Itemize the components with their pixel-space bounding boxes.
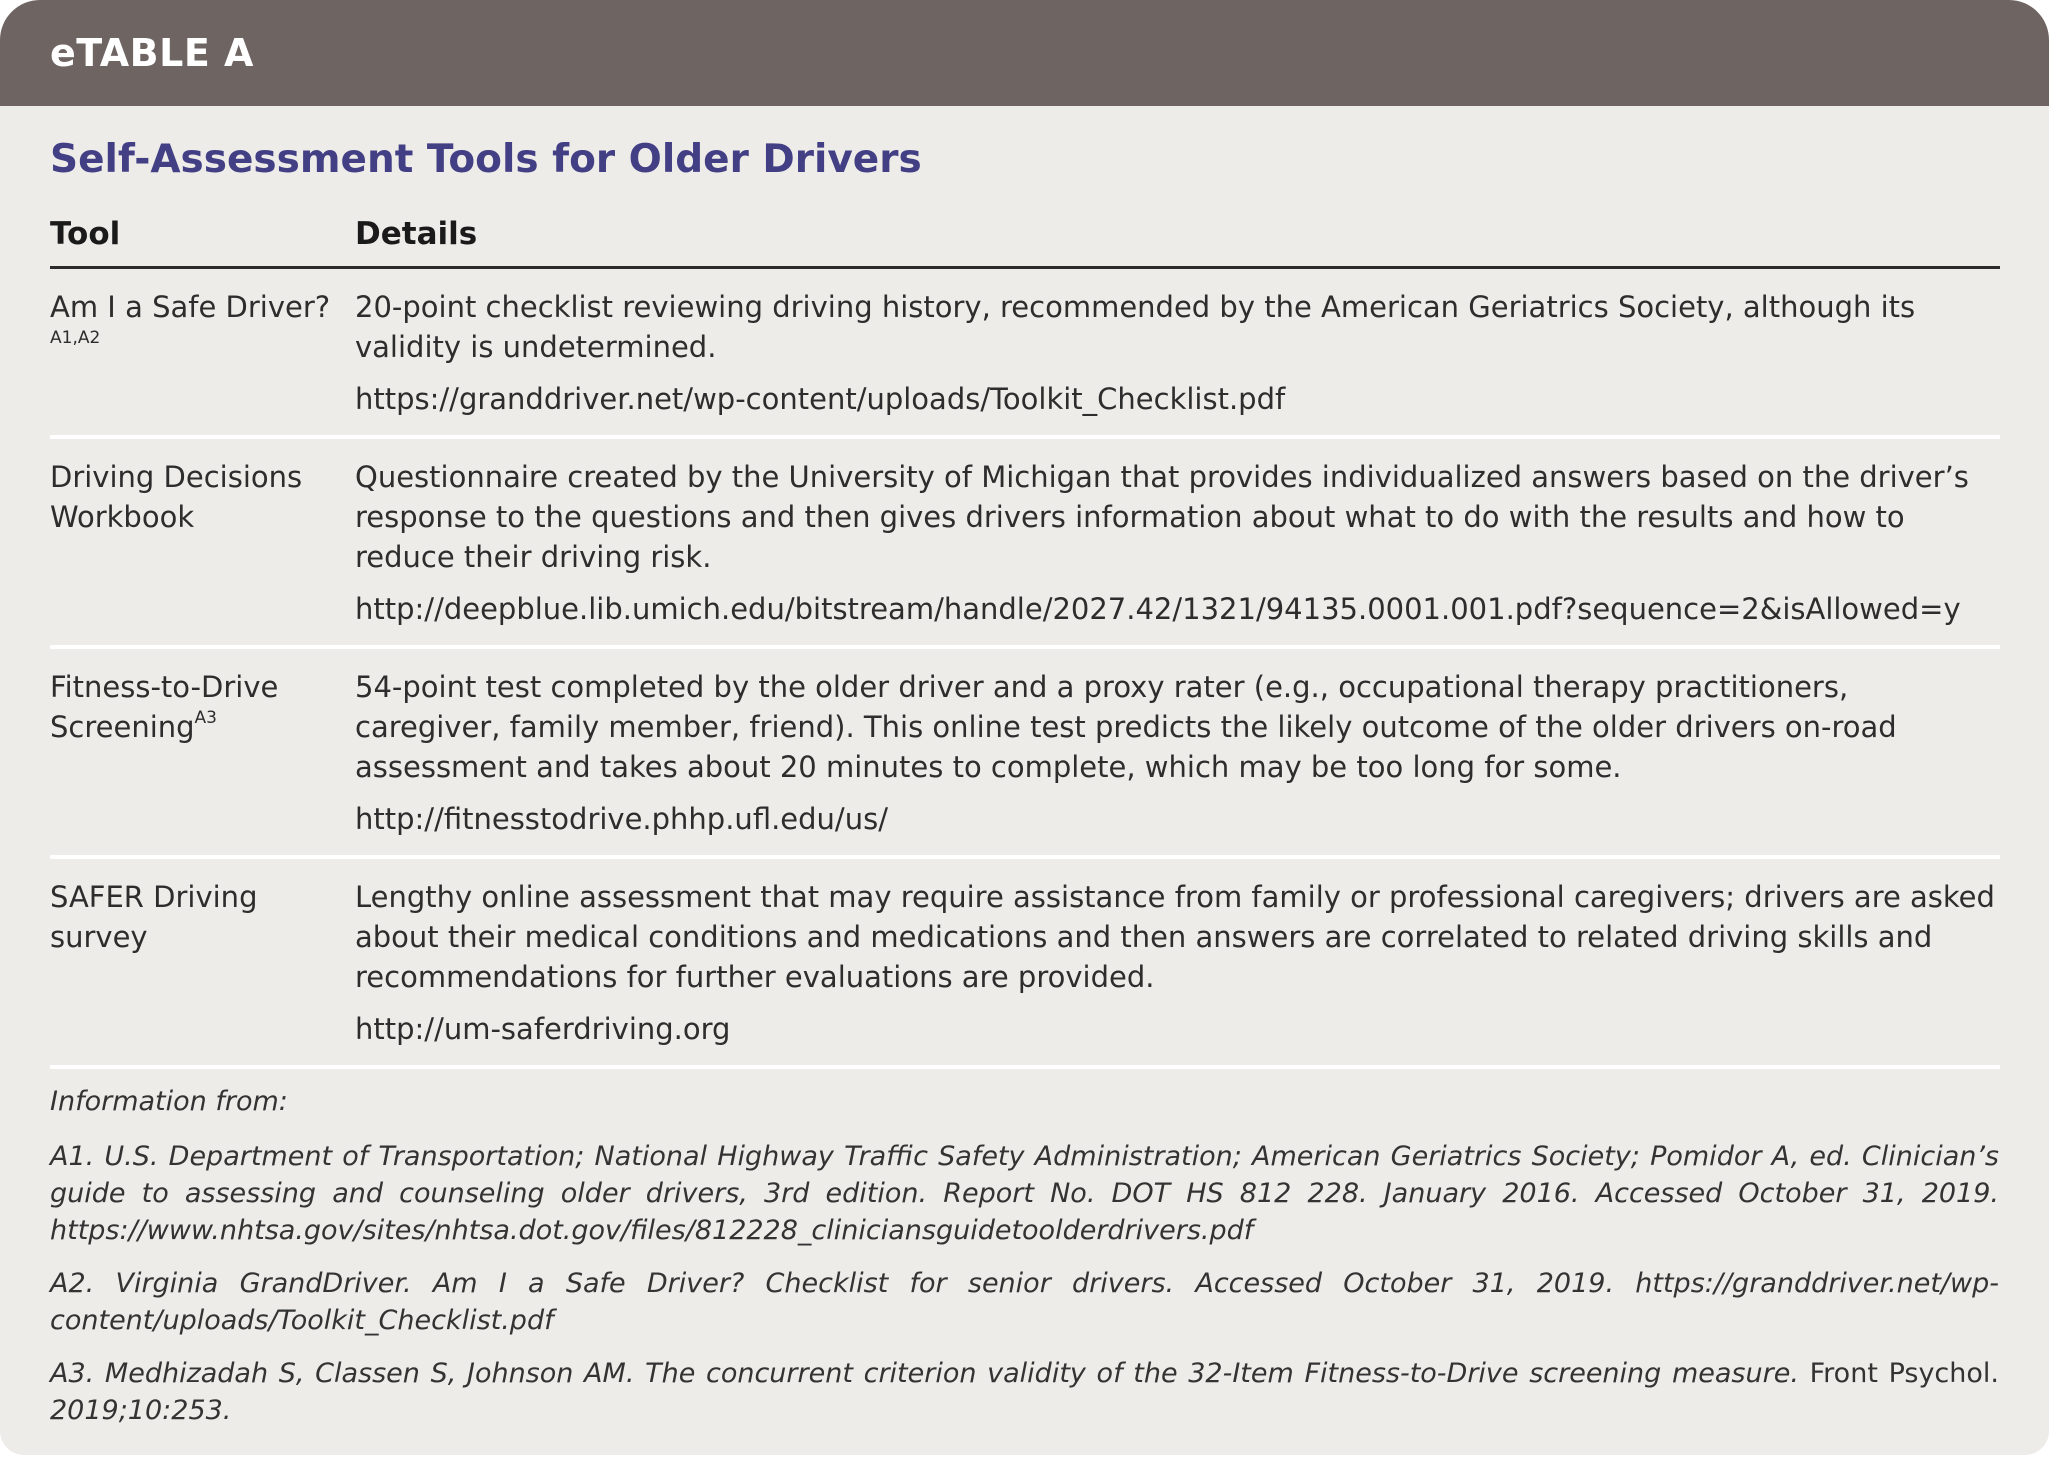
table-row bbox=[50, 647, 2000, 857]
reference-a2: A2. Virginia GrandDriver. Am I a Safe Driver? Checklist for senior drivers. Accessed October 31, 2019. https://granddriver.net/wp-content/uploads/Toolkit_Checklist.pdf bbox=[50, 1268, 1999, 1336]
tool-description: 54-point test completed by the older driver and a proxy rater (e.g., occupational therapy practitioners, caregiver, family member, friend). This online test predicts the likely outcome of the older drivers on-road assessment and takes about 20 minutes to complete, which may be too long for some. bbox=[355, 670, 1897, 784]
etable-label: eTABLE A bbox=[50, 31, 254, 75]
tool-url[interactable]: https://granddriver.net/wp-content/uploads/Toolkit_Checklist.pdf bbox=[355, 382, 1286, 416]
column-header-tool: Tool bbox=[50, 214, 355, 268]
tool-cell bbox=[50, 268, 355, 438]
tool-description: Lengthy online assessment that may require assistance from family or professional caregivers; drivers are asked about their medical conditions and medications and then answers are correlated to related driving skills and recommendations for further evaluations are provided. bbox=[355, 880, 1995, 994]
details-cell bbox=[355, 437, 2000, 647]
tool-name: Am I a Safe Driver? bbox=[50, 290, 331, 324]
tool-description: Questionnaire created by the University of Michigan that provides individualized answers based on the driver’s response to the questions and then gives drivers information about what to do with the results and how to reduce their driving risk. bbox=[355, 460, 1969, 574]
tool-name: Fitness-to-Drive Screening bbox=[50, 670, 279, 744]
tool-name: SAFER Driving survey bbox=[50, 880, 258, 954]
tool-cell bbox=[50, 437, 355, 647]
tool-cell bbox=[50, 857, 355, 1067]
tool-reference: A3 bbox=[194, 708, 217, 728]
reference-a3-main: A3. Medhizadah S, Classen S, Johnson AM. The concurrent criterion validity of the 32-Item Fitness-to-Drive screening measure. bbox=[50, 1358, 1799, 1389]
reference-a1: A1. U.S. Department of Transportation; National Highway Traffic Safety Administration; American Geriatrics Society; Pomidor A, ed. Clinician’s guide to assessing and counseling older drivers, 3rd edition. Report No. DOT HS 812 228. January 2016. Accessed October 31, 2019. https://www.nhtsa.gov/sites/nhtsa.dot.gov/files/812228_cliniciansguidetoolderdrivers.pdf bbox=[50, 1141, 1999, 1246]
table-row bbox=[50, 268, 2000, 438]
etable-banner bbox=[0, 0, 2049, 106]
reference-a3-journal: Front Psychol. bbox=[1809, 1358, 1999, 1389]
table-row bbox=[50, 857, 2000, 1067]
tool-name: Driving Decisions Workbook bbox=[50, 460, 303, 534]
reference-a3 bbox=[50, 1355, 1999, 1429]
notes-intro: Information from: bbox=[50, 1086, 288, 1117]
column-header-details: Details bbox=[355, 214, 2000, 268]
tool-url[interactable]: http://fitnesstodrive.phhp.ufl.edu/us/ bbox=[355, 802, 888, 836]
table-notes bbox=[50, 1083, 1999, 1429]
reference-a3-tail: 2019;10:253. bbox=[50, 1395, 232, 1426]
details-cell bbox=[355, 857, 2000, 1067]
tool-url[interactable]: http://um-saferdriving.org bbox=[355, 1012, 731, 1046]
table-title: Self-Assessment Tools for Older Drivers bbox=[50, 137, 922, 182]
details-cell bbox=[355, 268, 2000, 438]
table-row bbox=[50, 437, 2000, 647]
tools-table bbox=[50, 214, 2000, 1069]
details-cell bbox=[355, 647, 2000, 857]
table-header-row bbox=[50, 214, 2000, 268]
tool-cell bbox=[50, 647, 355, 857]
tool-description: 20-point checklist reviewing driving history, recommended by the American Geriatrics Society, although its validity is undetermined. bbox=[355, 290, 1916, 364]
tool-reference: A1,A2 bbox=[50, 328, 101, 348]
tool-url[interactable]: http://deepblue.lib.umich.edu/bitstream/handle/2027.42/1321/94135.0001.001.pdf?sequence=2&isAllowed=y bbox=[355, 592, 1961, 626]
etable-content bbox=[0, 128, 2049, 1429]
